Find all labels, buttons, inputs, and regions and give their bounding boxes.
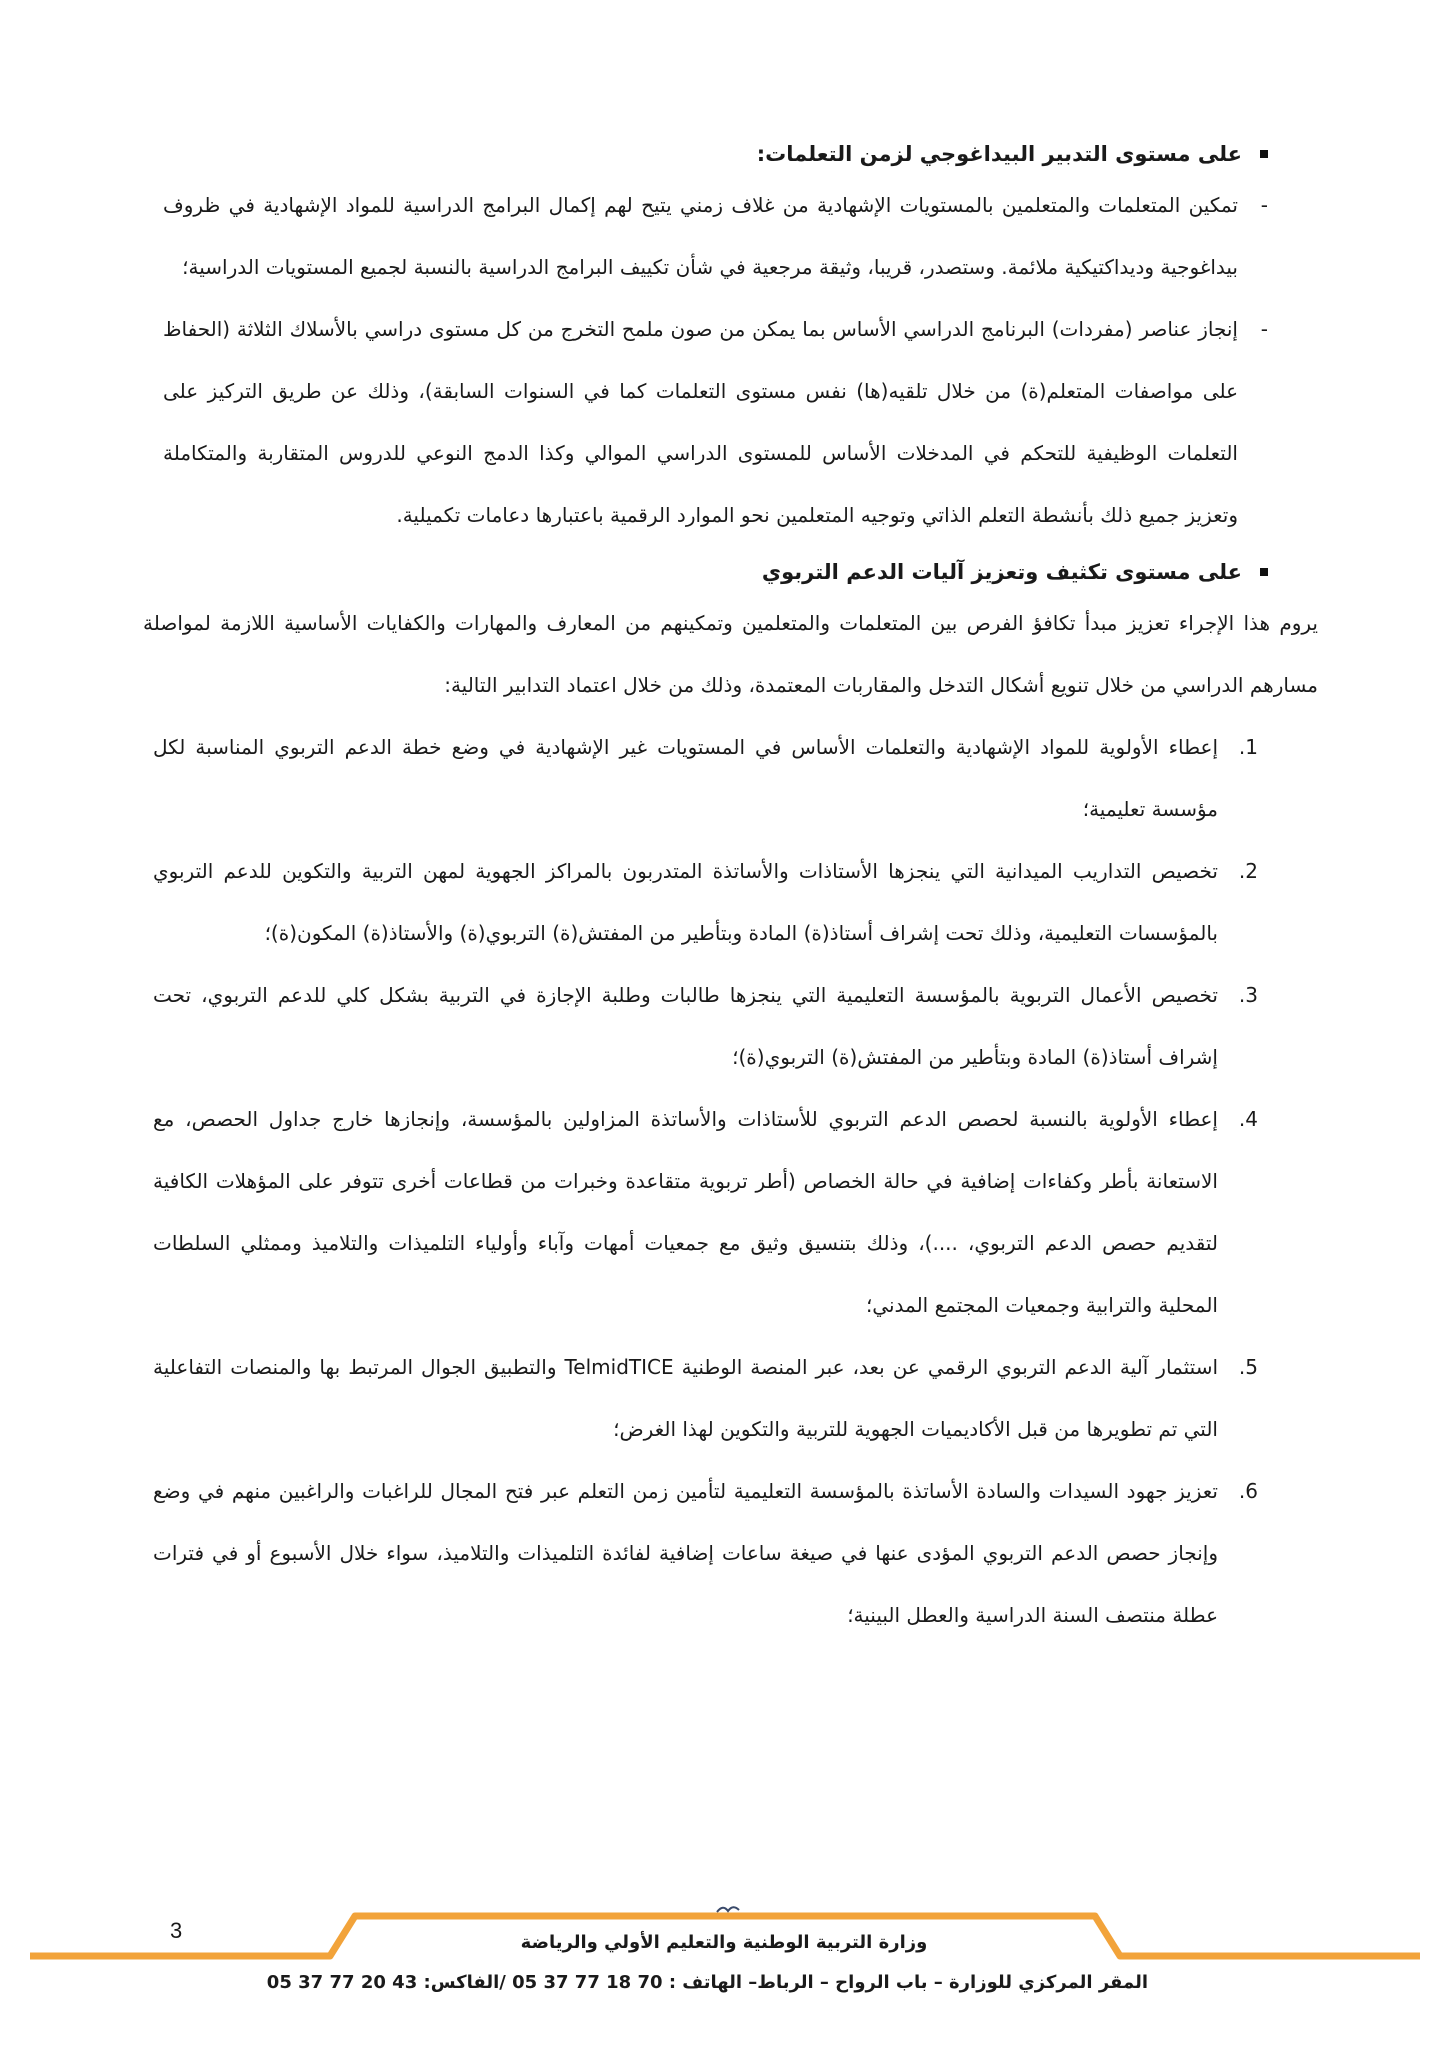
paragraph: تمكين المتعلمات والمتعلمين بالمستويات الإشهادية من غلاف زمني يتيح لهم إكمال البرامج الدراسية للمواد الإشهادية في ظروف بيداغوجية وديداكتيكية ملائمة. وستصدر، قريبا، وثيقة مرجعية في شأن تكييف البرامج الدراسية بالنسبة لجميع المستويات الدراسية؛: [163, 193, 1238, 279]
footer-ministry: وزارة التربية الوطنية والتعليم الأولي والرياضة: [520, 1932, 928, 1953]
numbered-item: [143, 1336, 1258, 1460]
numbered-item: [143, 964, 1258, 1088]
paragraph: استثمار آلية الدعم التربوي الرقمي عن بعد، عبر المنصة الوطنية TelmidTICE والتطبيق الجوال المرتبط بها والمنصات التفاعلية التي تم تطويرها من قبل الأكاديميات الجهوية للتربية والتكوين لهذا الغرض؛: [153, 1355, 1219, 1441]
paragraph: تخصيص التداريب الميدانية التي ينجزها الأستاذات والأساتذة المتدربون بالمراكز الجهوية لمهن التربية والتكوين للدعم التربوي بالمؤسسات التعليمية، وذلك تحت إشراف أستاذ(ة) المادة وبتأطير من المفتش(ة) التربوي(ة) والأستاذ(ة) المكون(ة)؛: [153, 859, 1218, 945]
paragraph: إعطاء الأولوية للمواد الإشهادية والتعلمات الأساس في المستويات غير الإشهادية في وضع خطة الدعم التربوي المناسبة لكل مؤسسة تعليمية؛: [153, 735, 1218, 821]
item-number: 3.: [1238, 983, 1258, 1007]
numbered-item: [143, 716, 1258, 840]
paragraph: إعطاء الأولوية بالنسبة لحصص الدعم التربوي للأستاذات والأساتذة المزاولين بالمؤسسة، وإنجازها خارج جداول الحصص، مع الاستعانة بأطر وكفاءات إضافية في حالة الخصاص (أطر تربوية متقاعدة وخبرات من قطاعات أخرى تتوفر على المؤهلات الكافية لتقديم حصص الدعم التربوي، ....)، وذلك بتنسيق وثيق مع جمعيات أمهات وآباء وأولياء التلميذات والتلاميذ وممثلي السلطات المحلية والترابية وجمعيات المجتمع المدني؛: [153, 1107, 1218, 1317]
bullet-square-icon: [1260, 568, 1268, 576]
bullet-square-icon: [1260, 150, 1268, 158]
item-number: 2.: [1238, 859, 1258, 883]
heading-text: على مستوى التدبير البيداغوجي لزمن التعلمات:: [756, 142, 1242, 166]
paragraph: تعزيز جهود السيدات والسادة الأساتذة بالمؤسسة التعليمية لتأمين زمن التعلم عبر فتح المجال للراغبات والراغبين منهم في وضع وإنجاز حصص الدعم التربوي المؤدى عنها في صيغة ساعات إضافية لفائدة التلميذات والتلاميذ، سواء خلال الأسبوع أو في فترات عطلة منتصف السنة الدراسية والعطل البينية؛: [153, 1479, 1218, 1627]
dash-bullet-icon: -: [1260, 317, 1268, 341]
item-number: 6.: [1238, 1479, 1258, 1503]
page-number: 3: [170, 1918, 183, 1943]
item-number: 1.: [1238, 735, 1258, 759]
page-content: [143, 120, 1318, 1646]
item-number: 5.: [1238, 1355, 1258, 1379]
emblem-icon: [715, 1902, 741, 1920]
list-item: [143, 174, 1268, 298]
footer-address: المقر المركزي للوزارة – باب الرواح – الرباط– الهاتف : 70 18 77 37 05 /الفاكس: 43 20 77 37 05: [266, 1972, 1148, 1993]
list-item: [143, 298, 1268, 546]
section-heading-pedagogical: [143, 142, 1268, 166]
item-number: 4.: [1238, 1107, 1258, 1131]
numbered-item: [143, 840, 1258, 964]
heading-text: على مستوى تكثيف وتعزيز آليات الدعم التربوي: [761, 560, 1242, 584]
numbered-item: [143, 1460, 1258, 1646]
dash-bullet-icon: -: [1260, 193, 1268, 217]
numbered-item: [143, 1088, 1258, 1336]
paragraph: تخصيص الأعمال التربوية بالمؤسسة التعليمية التي ينجزها طالبات وطلبة الإجازة في التربية بشكل كلي للدعم التربوي، تحت إشراف أستاذ(ة) المادة وبتأطير من المفتش(ة) التربوي(ة)؛: [153, 983, 1218, 1069]
section-heading-support: [143, 560, 1268, 584]
intro-paragraph: يروم هذا الإجراء تعزيز مبدأ تكافؤ الفرص بين المتعلمات والمتعلمين وتمكينهم من المعارف والمهارات والكفايات الأساسية اللازمة لمواصلة مسارهم الدراسي من خلال تنويع أشكال التدخل والمقاربات المعتمدة، وذلك من خلال اعتماد التدابير التالية:: [143, 611, 1318, 697]
paragraph: إنجاز عناصر (مفردات) البرنامج الدراسي الأساس بما يمكن من صون ملمح التخرج من كل مستوى دراسي بالأسلاك الثلاثة (الحفاظ على مواصفات المتعلم(ة) من خلال تلقيه(ها) نفس مستوى التعلمات كما في السنوات السابقة)، وذلك عن طريق التركيز على التعلمات الوظيفية للتحكم في المدخلات الأساس للمستوى الدراسي الموالي وكذا الدمج النوعي للدروس المتقاربة والمتكاملة وتعزيز جميع ذلك بأنشطة التعلم الذاتي وتوجيه المتعلمين نحو الموارد الرقمية باعتبارها دعامات تكميلية.: [163, 317, 1238, 527]
